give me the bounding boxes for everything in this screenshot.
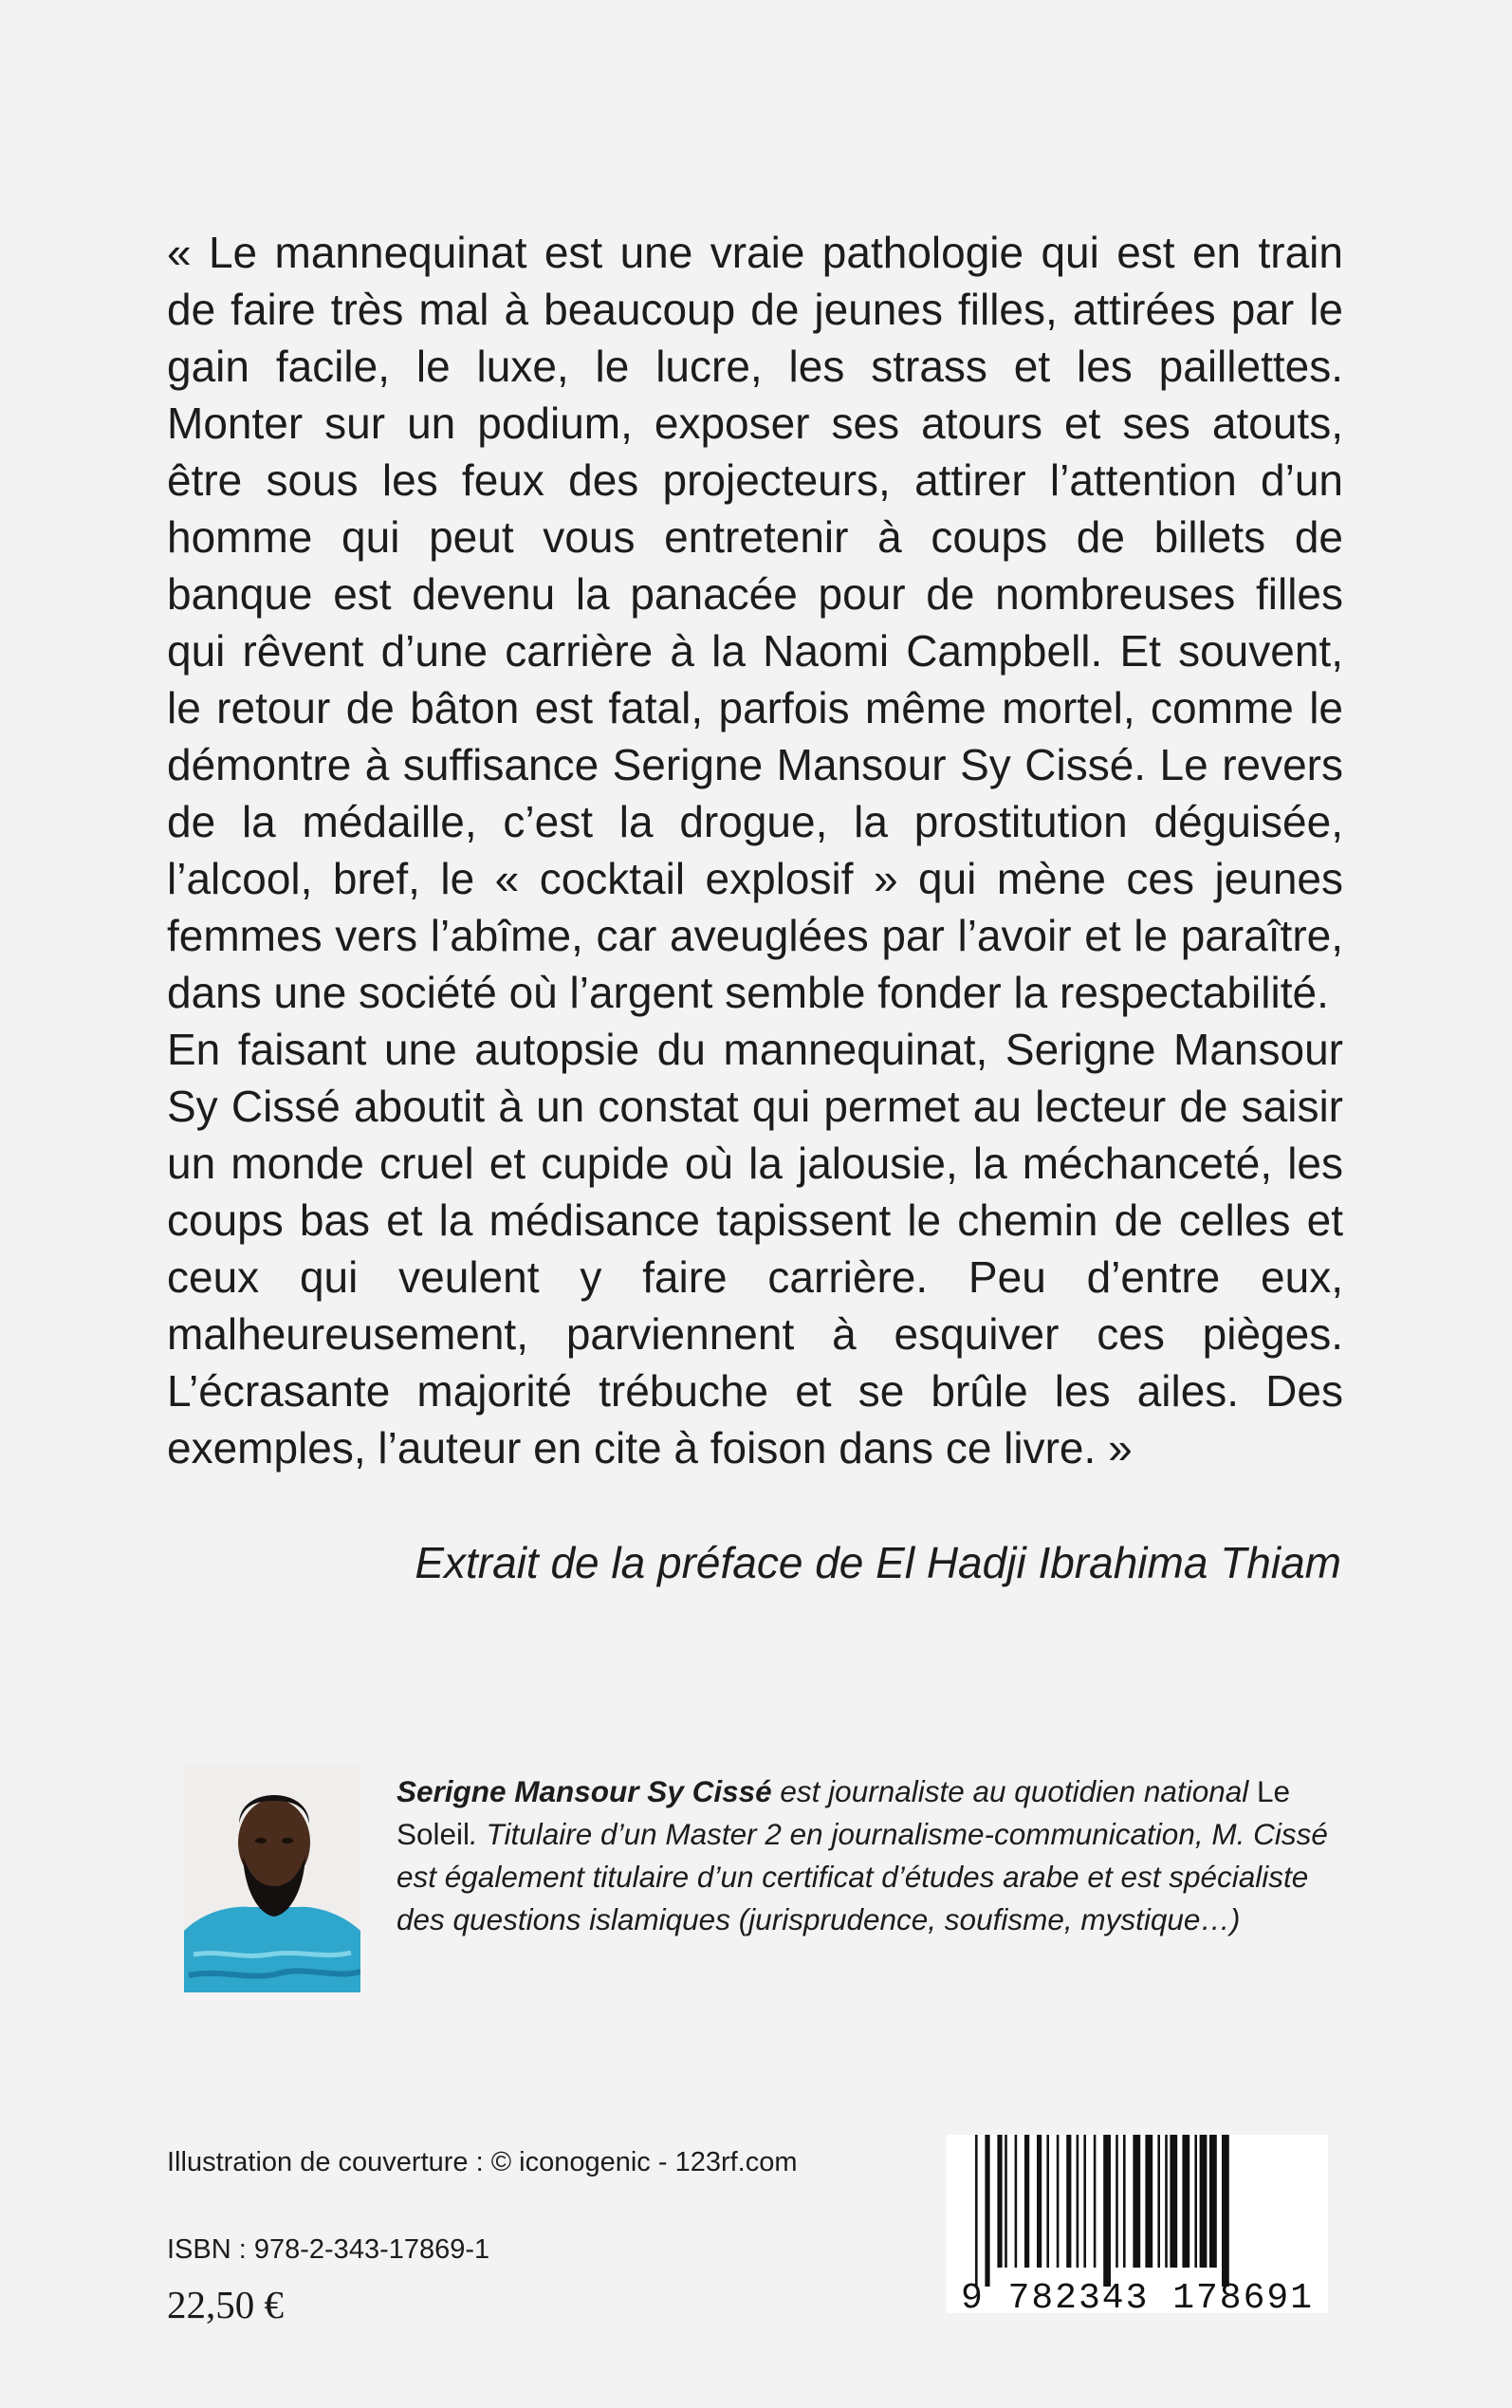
barcode-bar <box>1046 2135 1049 2268</box>
barcode-bar <box>1116 2135 1118 2268</box>
barcode-bar <box>1170 2135 1177 2268</box>
bio-text: est journaliste au quotidien national <box>771 1774 1258 1808</box>
barcode-bar <box>1066 2135 1071 2268</box>
barcode-bar <box>1094 2135 1097 2268</box>
barcode-bar <box>1103 2135 1111 2287</box>
author-bio <box>396 1770 1330 1941</box>
barcode-bar <box>997 2135 1002 2268</box>
barcode-bar <box>1005 2135 1007 2268</box>
author-portrait-illustration <box>184 1765 360 1992</box>
barcode-bar <box>1182 2135 1189 2268</box>
isbn-barcode <box>947 2135 1328 2313</box>
barcode-bar <box>1083 2135 1086 2268</box>
barcode-bar <box>1194 2135 1197 2268</box>
quote-paragraph: « Le mannequinat est une vraie pathologie qui est en train de faire très mal à beaucoup de jeunes filles, attirées par le gain facile, le luxe, le lucre, les strass et les paillettes. Monter sur un podium, exposer ses atours et ses atouts, être sous les feux des projecteurs, attirer l’attention d’un homme qui peut vous entretenir à coups de billets de banque est devenu la panacée pour de nombreuses filles qui rêvent d’une carrière à la Naomi Campbell. Et souvent, le retour de bâton est fatal, parfois même mortel, comme le démontre à suffisance Serigne Mansour Sy Cissé. Le revers de la médaille, c’est la drogue, la prostitution déguisée, l’alcool, bref, le « cocktail explosif » qui mène ces jeunes femmes vers l’abîme, car aveuglées par l’avoir et le paraître, dans une société où l’argent semble fonder la respectabilité. <box>167 228 1343 1017</box>
barcode-digits: 9 782343 178691 <box>960 2278 1315 2313</box>
author-photo <box>184 1765 360 1992</box>
barcode-bar <box>975 2135 978 2287</box>
barcode-bar <box>1133 2135 1140 2268</box>
quote-paragraph: En faisant une autopsie du mannequinat, Serigne Mansour Sy Cissé aboutit à un constat qui permet au lecteur de saisir un monde cruel et cupide où la jalousie, la méchanceté, les coups bas et la médisance tapissent le chemin de celles et ceux qui veulent y faire carrière. Peu d’entre eux, malheureusement, parviennent à esquiver ces pièges. L’écrasante majorité trébuche et se brûle les ailes. Des exemples, l’auteur en cite à foison dans ce livre. » <box>167 1025 1343 1473</box>
barcode-bar <box>1165 2135 1168 2268</box>
barcode-bar <box>1209 2135 1217 2268</box>
preface-attribution: Extrait de la préface de El Hadji Ibrahima Thiam <box>415 1538 1341 1587</box>
barcode-bar <box>1024 2135 1029 2268</box>
barcode-bar <box>1037 2135 1042 2268</box>
barcode-bar <box>1057 2135 1060 2268</box>
barcode-bar <box>1145 2135 1152 2268</box>
barcode-bar <box>1123 2135 1126 2268</box>
barcode-bar <box>1157 2135 1160 2268</box>
author-name: Serigne Mansour Sy Cissé <box>396 1774 772 1808</box>
barcode-bar <box>1015 2135 1018 2268</box>
isbn: ISBN : 978-2-343-17869-1 <box>167 2234 490 2265</box>
back-cover-quote <box>167 224 1343 1476</box>
barcode-bar <box>1200 2135 1208 2268</box>
cover-illustration-credit: Illustration de couverture : © iconogenic - 123rf.com <box>167 2147 798 2177</box>
newspaper-name: Le Soleil <box>396 1774 1291 1851</box>
barcode-bar <box>1077 2135 1079 2268</box>
price: 22,50 € <box>167 2283 284 2326</box>
barcode-bar <box>1222 2135 1229 2287</box>
bio-text: . Titulaire d’un Master 2 en journalisme-communication, M. Cissé est également titulaire d’un certificat d’études arabe et est spécialiste des questions islamiques (jurisprudence, soufisme, mystique…) <box>396 1817 1328 1936</box>
barcode-bar <box>985 2135 989 2287</box>
